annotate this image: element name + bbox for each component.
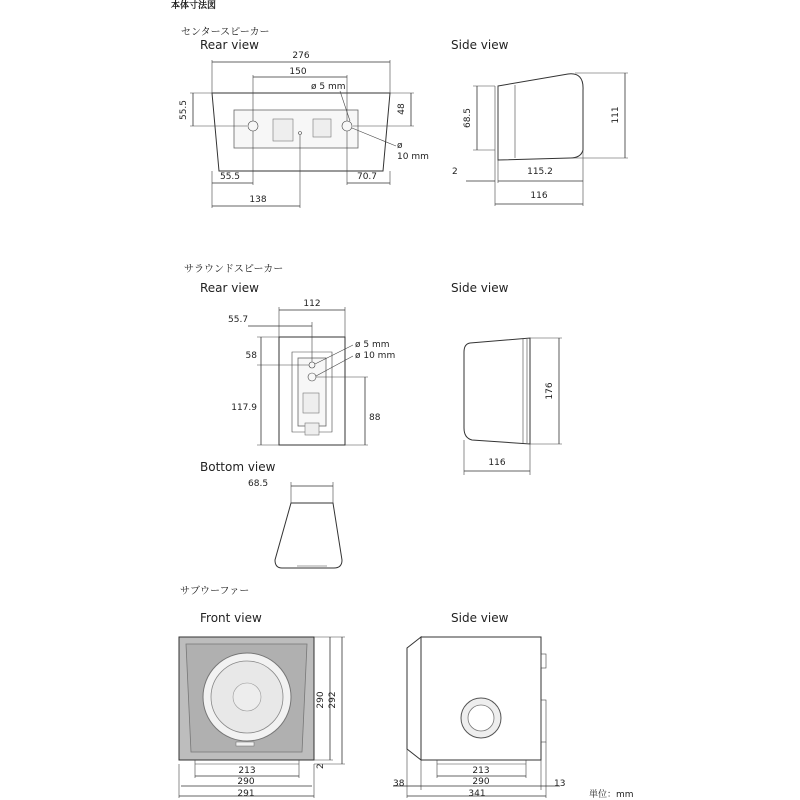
surround-spec-label (303, 393, 319, 413)
center-side-dim-depth: 116 (530, 191, 548, 201)
surround-bottom-view-label: Bottom view (200, 460, 276, 474)
center-side-dim-flange: 2 (452, 167, 458, 177)
subwoofer-back-plate-top (541, 654, 546, 668)
center-terminal (313, 119, 331, 137)
subwoofer-side-view (393, 611, 565, 799)
page-title: 本体寸法図 (171, 1, 217, 11)
surround-rear-view-label: Rear view (200, 281, 259, 295)
surround-bottom-dim-width: 68.5 (248, 479, 269, 489)
subwoofer-dim-inner-width: 290 (237, 777, 255, 787)
subwoofer-section-title: サブウーファー (180, 586, 250, 597)
center-dim-height-left: 55.5 (179, 99, 189, 121)
subwoofer-side-dim-inner: 290 (472, 777, 490, 787)
center-rear-view-label: Rear view (200, 38, 259, 52)
surround-side-dim-height: 176 (545, 382, 555, 400)
surround-side-dim-depth: 116 (488, 458, 506, 468)
subwoofer-side-view-label: Side view (451, 611, 509, 625)
surround-dim-right-height: 88 (369, 413, 381, 423)
center-rear-view (179, 38, 429, 208)
surround-dim-top: 58 (245, 351, 257, 361)
center-dim-height-right: 48 (397, 103, 407, 115)
surround-speaker-section (184, 263, 562, 568)
surround-bottom-body (275, 503, 342, 568)
subwoofer-side-dim-depth: 341 (468, 789, 486, 799)
subwoofer-dim-width: 291 (237, 789, 255, 799)
subwoofer-side-front-bevel (407, 637, 421, 760)
center-dim-hole-small: ø 5 mm (311, 82, 346, 92)
subwoofer-side-dim-front: 38 (393, 779, 405, 789)
surround-side-view-label: Side view (451, 281, 509, 295)
center-spec-label (273, 119, 293, 141)
surround-dim-offset: 55.7 (228, 315, 249, 325)
center-dim-hole-large-a: ø (397, 141, 403, 151)
center-dim-hole-large-b: 10 mm (397, 152, 429, 162)
surround-dim-hole-large: ø 10 mm (355, 351, 396, 361)
subwoofer-driver-cap (233, 683, 261, 711)
subwoofer-dim-foot: 2 (316, 763, 326, 769)
center-dim-left-offset: 55.5 (219, 172, 241, 182)
center-side-dim-inner-height: 68.5 (463, 107, 473, 129)
center-side-view-label: Side view (451, 38, 509, 52)
center-side-view (451, 38, 628, 206)
surround-rear-view (200, 281, 395, 445)
subwoofer-logo-badge (236, 742, 254, 746)
subwoofer-dim-height: 292 (328, 691, 338, 709)
surround-dim-left-height: 117.9 (231, 403, 257, 413)
subwoofer-section (179, 585, 634, 800)
center-section-title: センタースピーカー (181, 27, 270, 38)
surround-dim-hole-small: ø 5 mm (355, 340, 390, 350)
surround-section-title: サラウンドスピーカー (184, 264, 284, 275)
center-rear-panel (234, 110, 358, 148)
subwoofer-dim-height-inner: 290 (316, 691, 326, 709)
subwoofer-side-dim-feet: 213 (472, 766, 490, 776)
subwoofer-dim-feet: 213 (238, 766, 256, 776)
center-speaker-section (179, 26, 628, 208)
center-dim-right-offset: 70.7 (356, 172, 378, 182)
surround-bottom-view (200, 460, 342, 568)
center-dim-holes: 150 (289, 67, 307, 77)
center-dim-width: 276 (292, 51, 310, 61)
surround-side-view (451, 281, 562, 475)
subwoofer-front-view (179, 611, 345, 799)
center-dim-center: 138 (249, 195, 267, 205)
surround-side-body (464, 338, 530, 444)
subwoofer-side-dim-back: 13 (554, 779, 566, 789)
surround-dim-width: 112 (303, 299, 321, 309)
subwoofer-back-plate-bottom (541, 700, 546, 742)
subwoofer-bass-port-inner (468, 705, 494, 731)
surround-terminal (305, 423, 319, 435)
center-side-body (498, 74, 583, 160)
center-side-dim-height: 111 (611, 106, 621, 124)
unit-label: 単位：mm (589, 790, 634, 800)
subwoofer-front-view-label: Front view (200, 611, 262, 625)
center-side-dim-depth-inner: 115.2 (527, 167, 553, 177)
